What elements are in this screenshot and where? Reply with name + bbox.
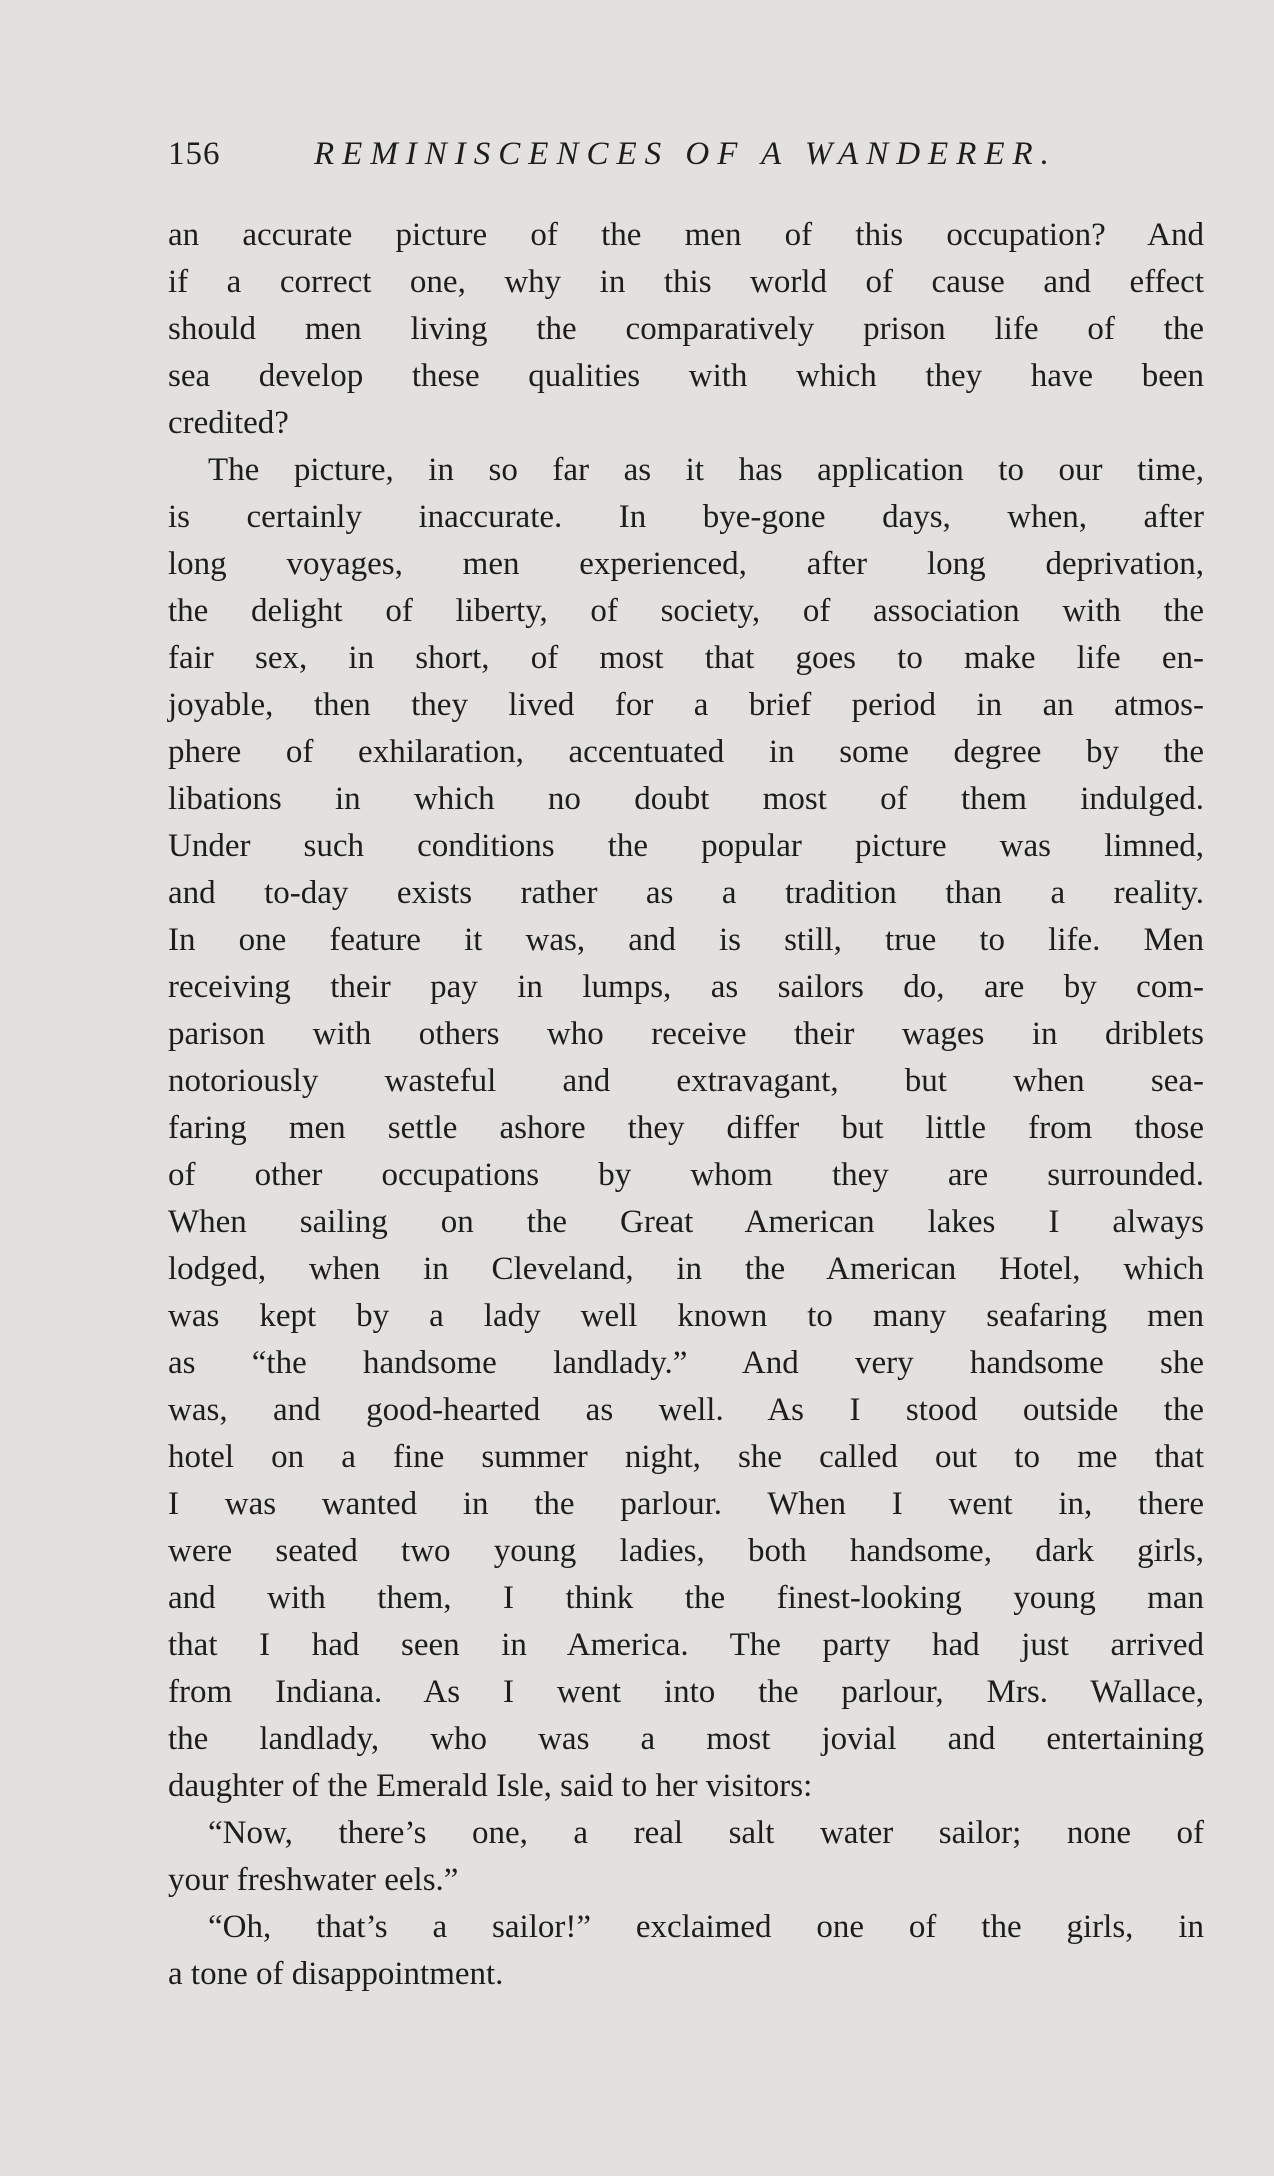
text-line: libations in which no doubt most of them indulged.: [168, 781, 1204, 817]
text-line: an accurate picture of the men of this occupation? And: [168, 217, 1204, 253]
text-line: is certainly inaccurate. In bye-gone days, when, after: [168, 499, 1204, 535]
page-number: 156: [168, 136, 221, 172]
text-line: notoriously wasteful and extravagant, but when sea-: [168, 1063, 1204, 1099]
text-line: The picture, in so far as it has application to our time,: [208, 452, 1204, 488]
text-line: fair sex, in short, of most that goes to make life en-: [168, 640, 1204, 676]
text-line: were seated two young ladies, both handsome, dark girls,: [168, 1533, 1204, 1569]
text-line: was, and good-hearted as well. As I stood outside the: [168, 1392, 1204, 1428]
text-line: receiving their pay in lumps, as sailors do, are by com-: [168, 969, 1204, 1005]
body-text: [168, 212, 1204, 1998]
text-line: phere of exhilaration, accentuated in some degree by the: [168, 734, 1204, 770]
text-line: the landlady, who was a most jovial and entertaining: [168, 1721, 1204, 1757]
text-line: daughter of the Emerald Isle, said to her visitors:: [168, 1768, 813, 1804]
text-line: your freshwater eels.”: [168, 1862, 459, 1898]
text-line: as “the handsome landlady.” And very handsome she: [168, 1345, 1204, 1381]
text-line: parison with others who receive their wages in driblets: [168, 1016, 1204, 1052]
text-line: a tone of disappointment.: [168, 1956, 504, 1992]
text-line: sea develop these qualities with which they have been: [168, 358, 1204, 394]
text-line: of other occupations by whom they are surrounded.: [168, 1157, 1204, 1193]
text-line: from Indiana. As I went into the parlour, Mrs. Wallace,: [168, 1674, 1204, 1710]
text-line: lodged, when in Cleveland, in the American Hotel, which: [168, 1251, 1204, 1287]
text-line: faring men settle ashore they differ but little from those: [168, 1110, 1204, 1146]
text-line: long voyages, men experienced, after long deprivation,: [168, 546, 1204, 582]
running-title: REMINISCENCES OF A WANDERER.: [314, 136, 1057, 172]
text-line: joyable, then they lived for a brief period in an atmos-: [168, 687, 1204, 723]
text-line: that I had seen in America. The party had just arrived: [168, 1627, 1204, 1663]
text-line: the delight of liberty, of society, of association with the: [168, 593, 1204, 629]
text-line: and to-day exists rather as a tradition than a reality.: [168, 875, 1204, 911]
text-line: I was wanted in the parlour. When I went in, there: [168, 1486, 1204, 1522]
text-line: In one feature it was, and is still, true to life. Men: [168, 922, 1204, 958]
text-line: hotel on a fine summer night, she called out to me that: [168, 1439, 1204, 1475]
text-line: “Oh, that’s a sailor!” exclaimed one of the girls, in: [208, 1909, 1204, 1945]
text-line: and with them, I think the finest-looking young man: [168, 1580, 1204, 1616]
text-line: should men living the comparatively prison life of the: [168, 311, 1204, 347]
text-line: if a correct one, why in this world of cause and effect: [168, 264, 1204, 300]
text-line: “Now, there’s one, a real salt water sailor; none of: [208, 1815, 1204, 1851]
text-line: When sailing on the Great American lakes I always: [168, 1204, 1204, 1240]
text-line: was kept by a lady well known to many seafaring men: [168, 1298, 1204, 1334]
text-line: Under such conditions the popular picture was limned,: [168, 828, 1204, 864]
text-line: credited?: [168, 405, 289, 441]
